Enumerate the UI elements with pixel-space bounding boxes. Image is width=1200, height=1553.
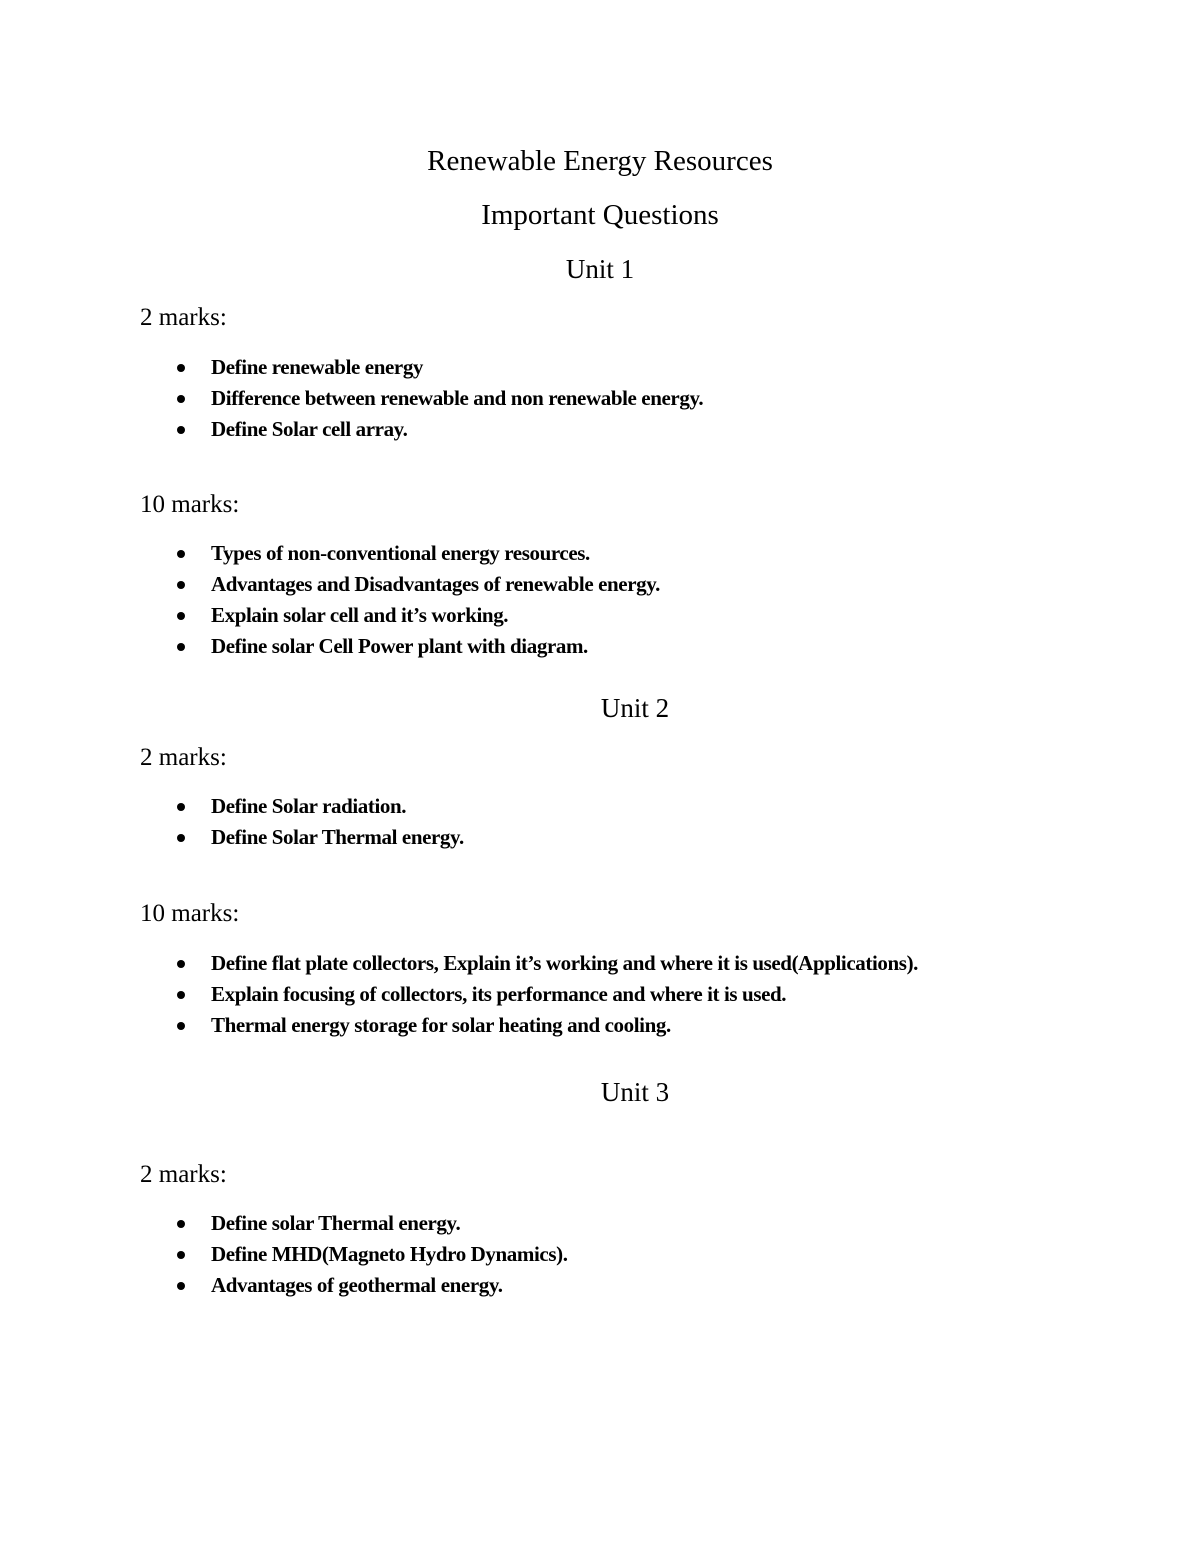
question-text: Types of non-conventional energy resources. bbox=[211, 541, 590, 565]
list-item bbox=[0, 352, 703, 383]
list-item bbox=[0, 631, 660, 662]
question-text: Explain solar cell and it’s working. bbox=[211, 603, 509, 627]
list-item bbox=[0, 822, 464, 853]
question-text: Define solar Thermal energy. bbox=[211, 1211, 461, 1235]
question-text: Explain focusing of collectors, its performance and where it is used. bbox=[211, 982, 787, 1006]
question-list bbox=[0, 352, 703, 445]
unit-heading: Unit 2 bbox=[600, 693, 670, 723]
list-item bbox=[0, 791, 464, 822]
unit-heading: Unit 1 bbox=[565, 254, 635, 284]
question-text: Define MHD(Magneto Hydro Dynamics). bbox=[211, 1242, 568, 1266]
bullet-icon bbox=[177, 1022, 185, 1030]
list-item bbox=[0, 1239, 568, 1270]
question-text: Define solar Cell Power plant with diagram. bbox=[211, 634, 588, 658]
marks-heading: 2 marks: bbox=[140, 1161, 227, 1188]
document-title: Renewable Energy Resources bbox=[427, 145, 773, 177]
list-item bbox=[0, 948, 918, 979]
bullet-icon bbox=[177, 1282, 185, 1290]
list-item bbox=[0, 414, 703, 445]
list-item bbox=[0, 600, 660, 631]
bullet-icon bbox=[177, 834, 185, 842]
question-list bbox=[0, 948, 918, 1041]
list-item bbox=[0, 979, 918, 1010]
question-list bbox=[0, 1208, 568, 1301]
list-item bbox=[0, 1270, 568, 1301]
list-item bbox=[0, 538, 660, 569]
question-text: Advantages of geothermal energy. bbox=[211, 1273, 503, 1297]
bullet-icon bbox=[177, 581, 185, 589]
question-text: Define Solar cell array. bbox=[211, 417, 408, 441]
marks-heading: 2 marks: bbox=[140, 744, 227, 771]
list-item bbox=[0, 1010, 918, 1041]
unit-heading: Unit 3 bbox=[600, 1077, 670, 1107]
bullet-icon bbox=[177, 1220, 185, 1228]
bullet-icon bbox=[177, 643, 185, 651]
marks-heading: 10 marks: bbox=[140, 491, 240, 518]
marks-heading: 2 marks: bbox=[140, 304, 227, 331]
bullet-icon bbox=[177, 803, 185, 811]
bullet-icon bbox=[177, 364, 185, 372]
bullet-icon bbox=[177, 426, 185, 434]
question-list bbox=[0, 791, 464, 853]
question-text: Advantages and Disadvantages of renewable energy. bbox=[211, 572, 661, 596]
bullet-icon bbox=[177, 991, 185, 999]
bullet-icon bbox=[177, 960, 185, 968]
bullet-icon bbox=[177, 395, 185, 403]
question-text: Define Solar Thermal energy. bbox=[211, 825, 464, 849]
list-item bbox=[0, 569, 660, 600]
question-text: Define flat plate collectors, Explain it’s working and where it is used(Applications). bbox=[211, 951, 919, 975]
question-list bbox=[0, 538, 660, 662]
document-subtitle: Important Questions bbox=[481, 199, 719, 231]
bullet-icon bbox=[177, 1251, 185, 1259]
question-text: Define renewable energy bbox=[211, 355, 424, 379]
bullet-icon bbox=[177, 612, 185, 620]
question-text: Thermal energy storage for solar heating and cooling. bbox=[211, 1013, 671, 1037]
question-text: Define Solar radiation. bbox=[211, 794, 407, 818]
bullet-icon bbox=[177, 550, 185, 558]
question-text: Difference between renewable and non renewable energy. bbox=[211, 386, 704, 410]
list-item bbox=[0, 383, 703, 414]
list-item bbox=[0, 1208, 568, 1239]
marks-heading: 10 marks: bbox=[140, 900, 240, 927]
